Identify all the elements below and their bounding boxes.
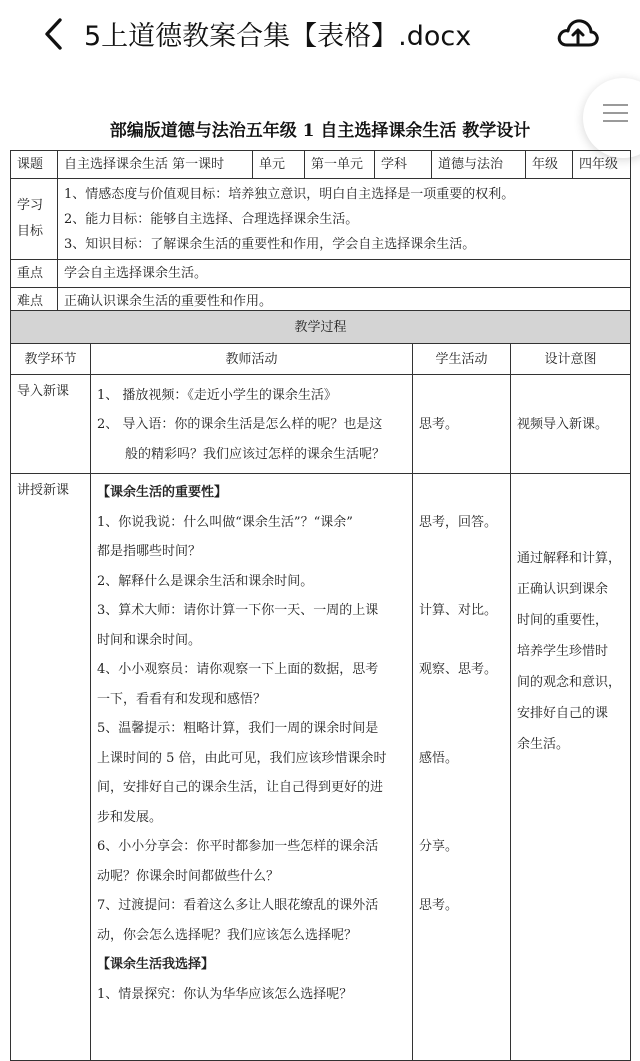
- lesson-info-table: [10, 150, 631, 316]
- key-point-value: 学会自主选择课余生活。: [58, 260, 631, 288]
- topic-label: 课题: [11, 151, 58, 179]
- goals-row: [11, 179, 631, 260]
- column-header: 设计意图: [511, 344, 631, 375]
- intro-row: [11, 375, 631, 474]
- unit-value: 第一单元: [305, 151, 375, 179]
- key-point-label: 重点: [11, 260, 58, 288]
- goal-item: 3、知识目标：了解课余生活的重要性和作用，学会自主选择课余生活。: [64, 236, 476, 252]
- intro-stage: 导入新课: [11, 375, 91, 474]
- column-header-row: [11, 344, 631, 375]
- back-arrow-icon[interactable]: [40, 16, 70, 52]
- new-lesson-stage: 讲授新课: [11, 474, 91, 1061]
- process-header: 教学过程: [11, 311, 631, 344]
- info-row: [11, 151, 631, 179]
- column-header: 教师活动: [91, 344, 413, 375]
- cloud-upload-icon[interactable]: [556, 14, 600, 54]
- goal-item: 2、能力目标：能够自主选择、合理选择课余生活。: [64, 211, 359, 227]
- new-lesson-design-intent: 通过解释和计算， 正确认识到课余 时间的重要性， 培养学生珍惜时 间的观念和意识， 安排好自己的课 余生活。: [511, 474, 631, 1061]
- section-title: 【课余生活我选择】: [97, 957, 215, 972]
- subject-label: 学科: [375, 151, 432, 179]
- top-bar: [0, 0, 640, 72]
- intro-teacher-activity: 1、 播放视频：《走近小学生的课余生活》 2、 导入语：你的课余生活是怎么样的呢？也是这 般的精彩吗？我们应该过怎样的课余生活呢？: [91, 375, 413, 474]
- goals-label: 学习 目标: [11, 179, 58, 260]
- subject-value: 道德与法治: [432, 151, 526, 179]
- topic-value: 自主选择课余生活 第一课时: [58, 151, 253, 179]
- new-lesson-row: [11, 474, 631, 1061]
- document-title: 5上道德教案合集【表格】.docx: [84, 21, 472, 52]
- menu-icon: [603, 104, 628, 106]
- document-heading: 部编版道德与法治五年级 1 自主选择课余生活 教学设计: [109, 121, 531, 141]
- intro-design-intent: 视频导入新课。: [511, 375, 631, 474]
- column-header: 教学环节: [11, 344, 91, 375]
- key-point-row: [11, 260, 631, 288]
- intro-student-activity: 思考。: [413, 375, 511, 474]
- difficulty-label: 难点: [11, 288, 58, 316]
- section-title: 【课余生活的重要性】: [97, 485, 228, 500]
- difficulty-value: 正确认识课余生活的重要性和作用。: [58, 288, 631, 316]
- teaching-process-table: [10, 310, 631, 1061]
- new-lesson-student-activity: 思考，回答。 计算、对比。 观察、思考。 感悟。 分享。 思考。: [413, 474, 511, 1061]
- goals-list: [58, 179, 631, 260]
- grade-label: 年级: [526, 151, 573, 179]
- grade-value: 四年级: [573, 151, 631, 179]
- goal-item: 1、情感态度与价值观目标：培养独立意识，明白自主选择是一项重要的权利。: [64, 186, 515, 202]
- column-header: 学生活动: [413, 344, 511, 375]
- process-header-row: [11, 311, 631, 344]
- new-lesson-teacher-activity: 【课余生活的重要性】 1、你说我说：什么叫做“课余生活”？“课余” 都是指哪些时间？ 2、解释什么是课余生活和课余时间。 3、算术大师：请你计算一下你一天、一周的上课 时间和课余时间。 4、小小观察员：请你观察一下上面的数据，思考 一下，看看有和发现和感悟？ 5、温馨提示：粗略计算，我们一周的课余时间是 上课时间的 5 倍，由此可见，我们应该珍惜课余时 间，安排好自己的课余生活，让自己得到更好的进 步和发展。 6、小小分享会：你平时都参加一些怎样的课余活 动呢？你课余时间都做些什么？ 7、过渡提问：看着这么多让人眼花缭乱的课外活 动，你会怎么选择呢？我们应该怎么选择呢？ 【课余生活我选择】 1、情景探究：你认为华华应该怎么选择呢？: [91, 474, 413, 1061]
- unit-label: 单元: [253, 151, 305, 179]
